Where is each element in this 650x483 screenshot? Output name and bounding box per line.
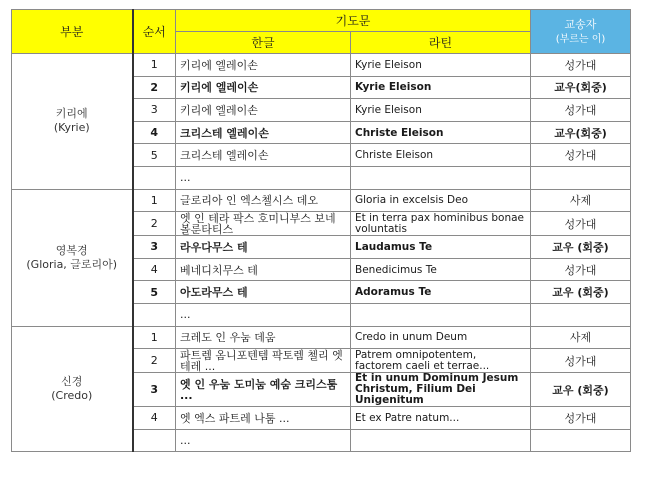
exchanger-cell: 교우 (회중) — [531, 373, 631, 407]
section-name-sub: (Gloria, 글로리아) — [26, 257, 118, 271]
exchanger-cell: 교우 (회중) — [531, 281, 631, 304]
korean-text: 크리스테 엘레이손 — [176, 144, 351, 167]
korean-text: ... — [176, 166, 351, 189]
section-name-cell — [12, 54, 133, 190]
row-number: 4 — [133, 258, 176, 281]
exchanger-cell: 교우(회중) — [531, 76, 631, 99]
exchanger-cell — [531, 303, 631, 326]
header-exchanger-title: 교송자 — [564, 17, 597, 31]
exchanger-cell: 성가대 — [531, 212, 631, 236]
latin-text — [351, 166, 531, 189]
section-name: 키리에 — [55, 107, 88, 121]
table-body — [12, 10, 631, 452]
row-number: 3 — [133, 99, 176, 122]
row-number: 5 — [133, 144, 176, 167]
exchanger-cell: 성가대 — [531, 54, 631, 77]
header-exchanger — [531, 10, 631, 54]
row-number: 2 — [133, 76, 176, 99]
korean-text: 엣 인 테라 팍스 호미니부스 보네 볼룬타티스 — [176, 212, 351, 236]
korean-text: 글로리아 인 엑스첼시스 데오 — [176, 189, 351, 212]
korean-text: 키리에 엘레이손 — [176, 99, 351, 122]
row-number: 3 — [133, 236, 176, 259]
exchanger-cell: 성가대 — [531, 349, 631, 373]
korean-text: 베네디치무스 테 — [176, 258, 351, 281]
section-name-sub: (Credo) — [51, 388, 93, 402]
korean-text: 크레도 인 우눔 데움 — [176, 326, 351, 349]
header-korean: 한글 — [176, 32, 351, 54]
section-name-cell — [12, 189, 133, 326]
section-name-cell — [12, 326, 133, 452]
row-number — [133, 429, 176, 452]
korean-text: 라우다무스 테 — [176, 236, 351, 259]
row-number: 2 — [133, 349, 176, 373]
exchanger-cell — [531, 166, 631, 189]
row-number: 4 — [133, 407, 176, 430]
table-row — [12, 54, 631, 77]
korean-text: 엣 인 우눔 도미눔 예숨 크리스툼 ... — [176, 373, 351, 407]
korean-text: ... — [176, 303, 351, 326]
exchanger-cell: 성가대 — [531, 99, 631, 122]
latin-text: Kyrie Eleison — [351, 76, 531, 99]
mass-prayer-table — [11, 9, 631, 452]
row-number — [133, 166, 176, 189]
latin-text: Et ex Patre natum... — [351, 407, 531, 430]
header-part: 부분 — [12, 10, 133, 54]
latin-text: Gloria in excelsis Deo — [351, 189, 531, 212]
korean-text: 아도라무스 테 — [176, 281, 351, 304]
korean-text: 크리스테 엘레이손 — [176, 121, 351, 144]
korean-text: 키리에 엘레이손 — [176, 54, 351, 77]
table-row — [12, 326, 631, 349]
latin-text — [351, 429, 531, 452]
section-name-sub: (Kyrie) — [53, 121, 90, 135]
latin-text: Kyrie Eleison — [351, 54, 531, 77]
section-name: 신경 — [61, 374, 83, 388]
exchanger-cell — [531, 429, 631, 452]
row-number: 1 — [133, 54, 176, 77]
exchanger-cell: 사제 — [531, 326, 631, 349]
latin-text: Et in terra pax hominibus bonae voluntatis — [351, 212, 531, 236]
header-order: 순서 — [133, 10, 176, 54]
header-row — [12, 10, 631, 32]
row-number: 3 — [133, 373, 176, 407]
exchanger-cell: 성가대 — [531, 407, 631, 430]
header-latin: 라틴 — [351, 32, 531, 54]
exchanger-cell: 성가대 — [531, 258, 631, 281]
korean-text: 파트렘 옴니포텐템 팍토렘 첼리 엣 테레 ... — [176, 349, 351, 373]
latin-text: Christe Eleison — [351, 144, 531, 167]
latin-text: Benedicimus Te — [351, 258, 531, 281]
exchanger-cell: 교우(회중) — [531, 121, 631, 144]
korean-text: ... — [176, 429, 351, 452]
row-number: 1 — [133, 326, 176, 349]
header-exchanger-sub: (부르는 이) — [555, 33, 606, 45]
latin-text: Kyrie Eleison — [351, 99, 531, 122]
row-number: 5 — [133, 281, 176, 304]
latin-text: Christe Eleison — [351, 121, 531, 144]
latin-text: Laudamus Te — [351, 236, 531, 259]
latin-text: Et in unum Dominum Jesum Christum, Filium Dei Unigenitum — [351, 373, 531, 407]
latin-text — [351, 303, 531, 326]
exchanger-cell: 사제 — [531, 189, 631, 212]
row-number: 1 — [133, 189, 176, 212]
exchanger-cell: 성가대 — [531, 144, 631, 167]
table-row — [12, 189, 631, 212]
latin-text: Patrem omnipotentem, factorem caeli et terrae... — [351, 349, 531, 373]
korean-text: 키리에 엘레이손 — [176, 76, 351, 99]
header-prayer: 기도문 — [176, 10, 531, 32]
section-name: 영복경 — [55, 243, 88, 257]
latin-text: Adoramus Te — [351, 281, 531, 304]
exchanger-cell: 교우 (회중) — [531, 236, 631, 259]
row-number: 2 — [133, 212, 176, 236]
row-number — [133, 303, 176, 326]
row-number: 4 — [133, 121, 176, 144]
korean-text: 엣 엑스 파트레 나툼 ... — [176, 407, 351, 430]
latin-text: Credo in unum Deum — [351, 326, 531, 349]
